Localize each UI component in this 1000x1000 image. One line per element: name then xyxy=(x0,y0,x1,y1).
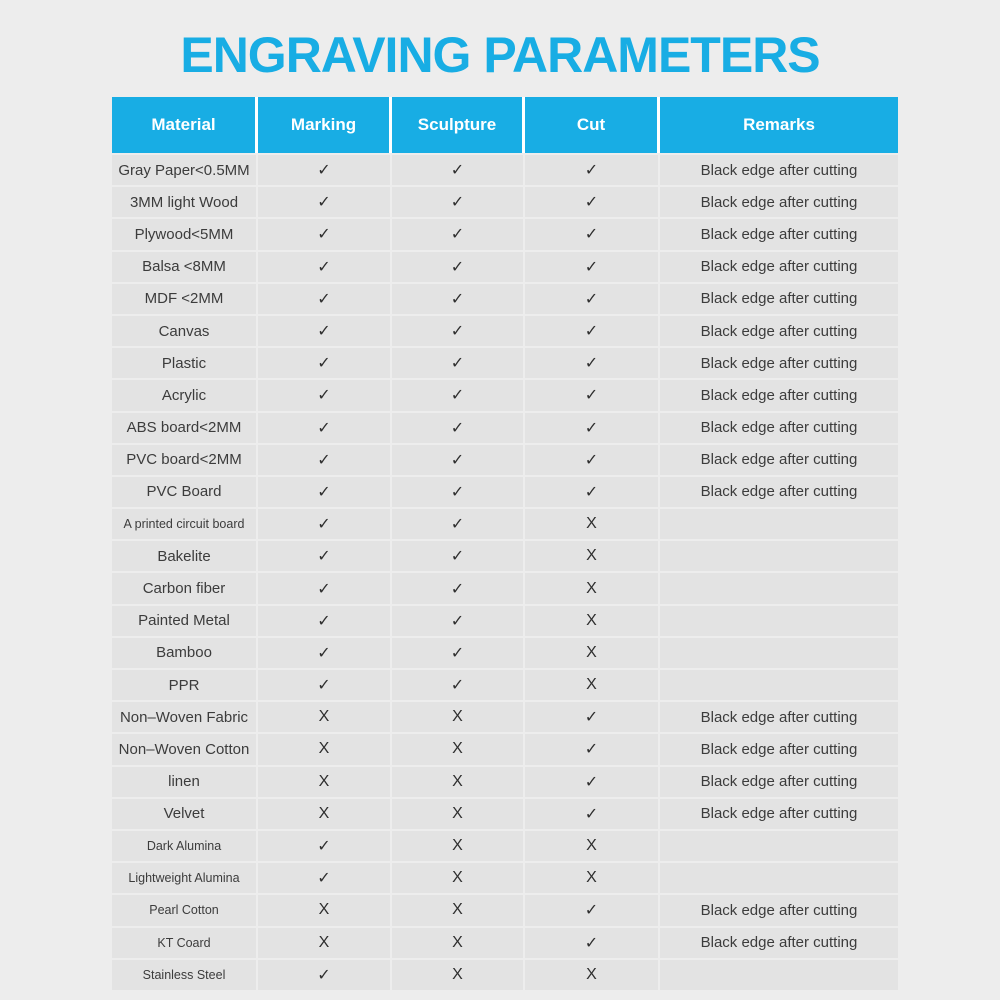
marking-cell: ✓ xyxy=(258,155,390,185)
remarks-cell: Black edge after cutting xyxy=(660,413,898,443)
cut-cell: X xyxy=(525,863,658,893)
marking-cell: ✓ xyxy=(258,219,390,249)
remarks-cell: Black edge after cutting xyxy=(660,445,898,475)
marking-cell: ✓ xyxy=(258,831,390,861)
sculpture-cell: ✓ xyxy=(392,187,523,217)
marking-cell: ✓ xyxy=(258,187,390,217)
marking-cell: ✓ xyxy=(258,606,390,636)
remarks-cell: Black edge after cutting xyxy=(660,799,898,829)
sculpture-cell: ✓ xyxy=(392,509,523,539)
marking-cell: X xyxy=(258,767,390,797)
sculpture-cell: X xyxy=(392,928,523,958)
material-cell: Velvet xyxy=(112,799,256,829)
sculpture-cell: X xyxy=(392,960,523,990)
sculpture-cell: ✓ xyxy=(392,348,523,378)
material-cell: Plywood<5MM xyxy=(112,219,256,249)
page-title: ENGRAVING PARAMETERS xyxy=(180,27,820,83)
material-cell: Carbon fiber xyxy=(112,573,256,603)
cut-cell: ✓ xyxy=(525,928,658,958)
remarks-cell: Black edge after cutting xyxy=(660,767,898,797)
sculpture-cell: ✓ xyxy=(392,219,523,249)
sculpture-cell: ✓ xyxy=(392,670,523,700)
cut-cell: ✓ xyxy=(525,799,658,829)
cut-cell: ✓ xyxy=(525,734,658,764)
column-header-marking: Marking xyxy=(258,97,389,153)
column-header-remarks: Remarks xyxy=(660,97,898,153)
cut-cell: X xyxy=(525,509,658,539)
remarks-cell: Black edge after cutting xyxy=(660,928,898,958)
material-cell: linen xyxy=(112,767,256,797)
table-row xyxy=(112,509,898,539)
cut-cell: ✓ xyxy=(525,187,658,217)
material-cell: Acrylic xyxy=(112,380,256,410)
material-cell: Pearl Cotton xyxy=(112,895,256,925)
table-row xyxy=(112,799,898,829)
cut-cell: X xyxy=(525,573,658,603)
table-row xyxy=(112,252,898,282)
sculpture-cell: ✓ xyxy=(392,413,523,443)
sculpture-cell: X xyxy=(392,863,523,893)
table-row xyxy=(112,863,898,893)
remarks-cell: Black edge after cutting xyxy=(660,380,898,410)
remarks-cell xyxy=(660,573,898,603)
cut-cell: ✓ xyxy=(525,348,658,378)
table-row xyxy=(112,895,898,925)
material-cell: Stainless Steel xyxy=(112,960,256,990)
sculpture-cell: X xyxy=(392,799,523,829)
sculpture-cell: ✓ xyxy=(392,252,523,282)
table-row xyxy=(112,928,898,958)
table-row xyxy=(112,348,898,378)
marking-cell: ✓ xyxy=(258,284,390,314)
remarks-cell: Black edge after cutting xyxy=(660,702,898,732)
material-cell: Non–Woven Fabric xyxy=(112,702,256,732)
remarks-cell: Black edge after cutting xyxy=(660,348,898,378)
marking-cell: ✓ xyxy=(258,445,390,475)
remarks-cell xyxy=(660,638,898,668)
material-cell: Non–Woven Cotton xyxy=(112,734,256,764)
sculpture-cell: ✓ xyxy=(392,477,523,507)
marking-cell: X xyxy=(258,799,390,829)
marking-cell: ✓ xyxy=(258,573,390,603)
table-row xyxy=(112,573,898,603)
remarks-cell: Black edge after cutting xyxy=(660,316,898,346)
marking-cell: ✓ xyxy=(258,960,390,990)
remarks-cell xyxy=(660,670,898,700)
table-row xyxy=(112,670,898,700)
table-row xyxy=(112,541,898,571)
material-cell: KT Coard xyxy=(112,928,256,958)
sculpture-cell: ✓ xyxy=(392,284,523,314)
material-cell: MDF <2MM xyxy=(112,284,256,314)
material-cell: Canvas xyxy=(112,316,256,346)
sculpture-cell: X xyxy=(392,702,523,732)
table-row xyxy=(112,606,898,636)
sculpture-cell: ✓ xyxy=(392,638,523,668)
table-row xyxy=(112,734,898,764)
material-cell: Lightweight Alumina xyxy=(112,863,256,893)
cut-cell: X xyxy=(525,831,658,861)
material-cell: 3MM light Wood xyxy=(112,187,256,217)
cut-cell: ✓ xyxy=(525,767,658,797)
material-cell: Plastic xyxy=(112,348,256,378)
cut-cell: ✓ xyxy=(525,316,658,346)
marking-cell: ✓ xyxy=(258,638,390,668)
cut-cell: ✓ xyxy=(525,252,658,282)
marking-cell: ✓ xyxy=(258,316,390,346)
sculpture-cell: X xyxy=(392,767,523,797)
marking-cell: X xyxy=(258,734,390,764)
remarks-cell: Black edge after cutting xyxy=(660,252,898,282)
remarks-cell: Black edge after cutting xyxy=(660,219,898,249)
material-cell: Bakelite xyxy=(112,541,256,571)
material-cell: Balsa <8MM xyxy=(112,252,256,282)
cut-cell: X xyxy=(525,670,658,700)
cut-cell: ✓ xyxy=(525,477,658,507)
column-header-cut: Cut xyxy=(525,97,657,153)
table-row xyxy=(112,767,898,797)
marking-cell: ✓ xyxy=(258,252,390,282)
table-header-row xyxy=(112,97,898,153)
column-header-material: Material xyxy=(112,97,255,153)
remarks-cell xyxy=(660,831,898,861)
sculpture-cell: ✓ xyxy=(392,541,523,571)
cut-cell: ✓ xyxy=(525,380,658,410)
cut-cell: X xyxy=(525,606,658,636)
sculpture-cell: ✓ xyxy=(392,155,523,185)
sculpture-cell: ✓ xyxy=(392,316,523,346)
marking-cell: ✓ xyxy=(258,477,390,507)
remarks-cell xyxy=(660,863,898,893)
material-cell: PPR xyxy=(112,670,256,700)
parameters-table xyxy=(112,97,898,992)
material-cell: PVC board<2MM xyxy=(112,445,256,475)
marking-cell: X xyxy=(258,702,390,732)
sculpture-cell: ✓ xyxy=(392,573,523,603)
remarks-cell: Black edge after cutting xyxy=(660,734,898,764)
cut-cell: X xyxy=(525,541,658,571)
table-row xyxy=(112,284,898,314)
column-header-sculpture: Sculpture xyxy=(392,97,522,153)
cut-cell: ✓ xyxy=(525,445,658,475)
material-cell: Gray Paper<0.5MM xyxy=(112,155,256,185)
remarks-cell xyxy=(660,960,898,990)
marking-cell: X xyxy=(258,928,390,958)
marking-cell: ✓ xyxy=(258,413,390,443)
sculpture-cell: ✓ xyxy=(392,380,523,410)
marking-cell: ✓ xyxy=(258,863,390,893)
table-row xyxy=(112,219,898,249)
marking-cell: X xyxy=(258,895,390,925)
cut-cell: X xyxy=(525,638,658,668)
material-cell: PVC Board xyxy=(112,477,256,507)
material-cell: Bamboo xyxy=(112,638,256,668)
sculpture-cell: ✓ xyxy=(392,606,523,636)
cut-cell: ✓ xyxy=(525,155,658,185)
table-body xyxy=(112,155,898,990)
material-cell: ABS board<2MM xyxy=(112,413,256,443)
marking-cell: ✓ xyxy=(258,541,390,571)
marking-cell: ✓ xyxy=(258,380,390,410)
remarks-cell: Black edge after cutting xyxy=(660,284,898,314)
remarks-cell: Black edge after cutting xyxy=(660,187,898,217)
remarks-cell: Black edge after cutting xyxy=(660,477,898,507)
marking-cell: ✓ xyxy=(258,670,390,700)
sculpture-cell: ✓ xyxy=(392,445,523,475)
table-row xyxy=(112,638,898,668)
table-row xyxy=(112,445,898,475)
sculpture-cell: X xyxy=(392,831,523,861)
cut-cell: X xyxy=(525,960,658,990)
marking-cell: ✓ xyxy=(258,348,390,378)
material-cell: Dark Alumina xyxy=(112,831,256,861)
table-row xyxy=(112,380,898,410)
table-row xyxy=(112,702,898,732)
sculpture-cell: X xyxy=(392,734,523,764)
table-row xyxy=(112,187,898,217)
cut-cell: ✓ xyxy=(525,702,658,732)
remarks-cell: Black edge after cutting xyxy=(660,895,898,925)
remarks-cell xyxy=(660,509,898,539)
material-cell: Painted Metal xyxy=(112,606,256,636)
cut-cell: ✓ xyxy=(525,413,658,443)
remarks-cell: Black edge after cutting xyxy=(660,155,898,185)
table-row xyxy=(112,831,898,861)
table-row xyxy=(112,960,898,990)
table-row xyxy=(112,155,898,185)
remarks-cell xyxy=(660,606,898,636)
marking-cell: ✓ xyxy=(258,509,390,539)
cut-cell: ✓ xyxy=(525,284,658,314)
material-cell: A printed circuit board xyxy=(112,509,256,539)
cut-cell: ✓ xyxy=(525,219,658,249)
sculpture-cell: X xyxy=(392,895,523,925)
table-row xyxy=(112,413,898,443)
cut-cell: ✓ xyxy=(525,895,658,925)
remarks-cell xyxy=(660,541,898,571)
table-row xyxy=(112,316,898,346)
table-row xyxy=(112,477,898,507)
